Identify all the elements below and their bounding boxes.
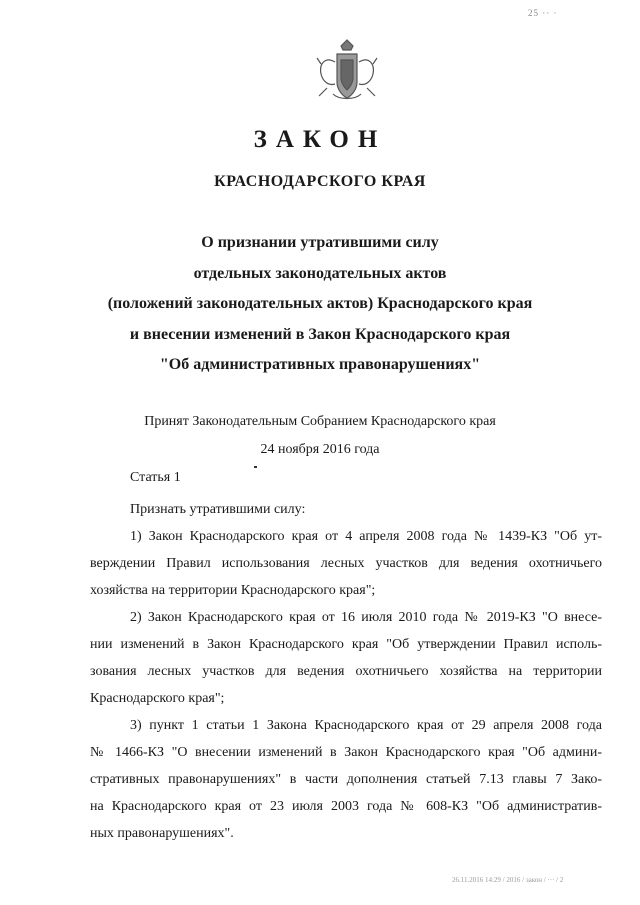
article-heading: Статья 1 bbox=[130, 470, 181, 485]
subject-line: "Об административных правонарушениях" bbox=[159, 356, 481, 373]
body-line: 1) Закон Краснодарского края от 4 апреля 2008 года № 1439-КЗ "Об ут- bbox=[130, 529, 602, 544]
scan-corner-mark: 25 ·· · bbox=[528, 8, 558, 18]
scan-footer-mark: 26.11.2016 14:29 / 2016 / закон / ··· / 2 bbox=[452, 876, 564, 884]
body-line: 3) пункт 1 статьи 1 Закона Краснодарского края от 29 апреля 2008 года bbox=[130, 718, 602, 733]
law-title: ЗАКОН bbox=[253, 126, 387, 153]
article-body bbox=[90, 496, 602, 847]
body-line: Признать утратившими силу: bbox=[130, 502, 306, 517]
body-line: Краснодарского края"; bbox=[90, 691, 225, 706]
adoption-body: Принят Законодательным Собранием Краснодарского края bbox=[144, 414, 496, 429]
coat-of-arms-icon bbox=[315, 38, 379, 104]
subject-line: (положений законодательных актов) Краснодарского края bbox=[107, 295, 533, 312]
body-line: нии изменений в Закон Краснодарского края "Об утверждении Правил исполь- bbox=[90, 637, 602, 652]
adoption-note bbox=[0, 408, 640, 464]
body-line: хозяйства на территории Краснодарского края"; bbox=[90, 583, 376, 598]
body-line: зования лесных участков для ведения охотничьего хозяйства на территории bbox=[90, 664, 602, 679]
law-subject bbox=[0, 228, 640, 381]
subject-line: отдельных законодательных актов bbox=[193, 264, 447, 282]
body-line: 2) Закон Краснодарского края от 16 июля 2010 года № 2019-КЗ "О внесе- bbox=[130, 610, 602, 625]
subject-line: О признании утратившими силу bbox=[201, 234, 439, 251]
body-line: верждении Правил использования лесных участков для ведения охотничьего bbox=[90, 556, 602, 571]
scan-speck bbox=[254, 466, 257, 468]
body-line: стративных правонарушениях" в части дополнения статьей 7.13 главы 7 Зако- bbox=[90, 772, 602, 787]
body-line: на Краснодарского края от 23 июля 2003 года № 608-КЗ "Об административ- bbox=[90, 799, 602, 814]
subject-line: и внесении изменений в Закон Краснодарского края bbox=[129, 325, 511, 343]
body-line: № 1466-КЗ "О внесении изменений в Закон Краснодарского края "Об админи- bbox=[90, 745, 602, 760]
adoption-date: 24 ноября 2016 года bbox=[260, 442, 380, 457]
body-line: ных правонарушениях". bbox=[90, 826, 234, 841]
region-heading: КРАСНОДАРСКОГО КРАЯ bbox=[214, 173, 426, 190]
